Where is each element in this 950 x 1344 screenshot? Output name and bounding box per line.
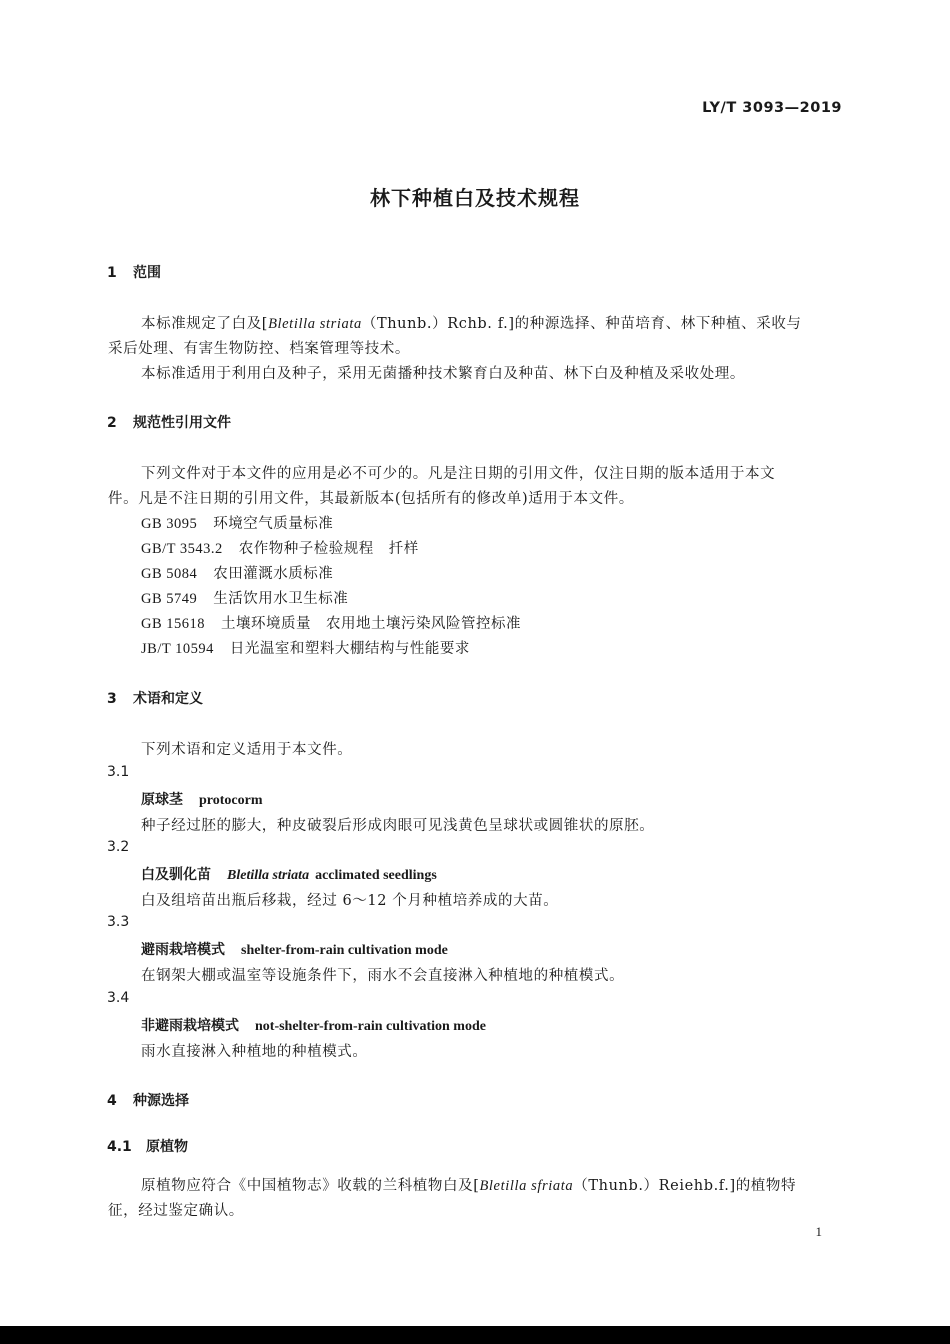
scope-paragraph-line-2: 采后处理、有害生物防控、档案管理等技术。 xyxy=(108,341,410,357)
term-definition: 种子经过胚的膨大，种皮破裂后形成肉眼可见浅黄色呈球状或圆锥状的原胚。 xyxy=(141,818,655,834)
reference-item xyxy=(141,512,333,533)
section-title: 种源选择 xyxy=(133,1093,189,1109)
term-english: protocorm xyxy=(199,793,263,808)
term-entry xyxy=(141,1015,486,1035)
reference-code: GB/T 3543.2 xyxy=(141,541,223,557)
section-number: 4 xyxy=(107,1093,117,1109)
references-intro-line-1: 下列文件对于本文件的应用是必不可少的。凡是注日期的引用文件，仅注日期的版本适用于本文 xyxy=(141,466,776,482)
reference-item xyxy=(141,637,470,658)
reference-name: 土壤环境质量 农用地土壤污染风险管控标准 xyxy=(221,616,522,632)
text-span: 本标准规定了白及[ xyxy=(141,316,269,332)
reference-name: 生活饮用水卫生标准 xyxy=(213,591,349,607)
term-chinese: 原球茎 xyxy=(141,792,183,808)
section-4-heading xyxy=(107,1090,189,1110)
term-definition: 雨水直接淋入种植地的种植模式。 xyxy=(141,1044,368,1060)
section-number: 3 xyxy=(107,691,117,707)
scope-paragraph-line-1 xyxy=(141,312,802,333)
reference-item xyxy=(141,612,521,633)
clause-number: 3.2 xyxy=(107,839,130,855)
latin-name: Bletilla striata xyxy=(268,316,362,332)
section-title: 范围 xyxy=(133,265,161,281)
section-title: 原植物 xyxy=(146,1139,188,1155)
text-span: （Thunb.）Reiehb.f.]的植物特 xyxy=(573,1178,797,1194)
section-3-heading xyxy=(107,688,203,708)
reference-code: GB 5084 xyxy=(141,566,198,582)
reference-name: 农田灌溉水质标准 xyxy=(213,566,334,582)
text-span: 原植物应符合《中国植物志》收载的兰科植物白及[ xyxy=(141,1178,480,1194)
term-english: not-shelter-from-rain cultivation mode xyxy=(255,1019,486,1034)
origin-paragraph-line-1 xyxy=(141,1174,796,1195)
reference-item xyxy=(141,587,348,608)
reference-item xyxy=(141,537,419,558)
section-title: 术语和定义 xyxy=(133,691,203,707)
term-definition: 在钢架大棚或温室等设施条件下，雨水不会直接淋入种植地的种植模式。 xyxy=(141,968,625,984)
term-english: acclimated seedlings xyxy=(315,868,437,883)
reference-name: 农作物种子检验规程 扦样 xyxy=(238,541,419,557)
clause-number: 3.4 xyxy=(107,990,130,1006)
reference-code: GB 15618 xyxy=(141,616,206,632)
section-1-heading xyxy=(107,262,161,282)
section-number: 4.1 xyxy=(107,1139,132,1155)
subsection-4-1-heading xyxy=(107,1136,188,1156)
term-entry xyxy=(141,789,263,809)
page-number: 1 xyxy=(815,1224,822,1239)
term-english: shelter-from-rain cultivation mode xyxy=(241,943,448,958)
section-number: 1 xyxy=(107,265,117,281)
origin-paragraph-line-2: 征，经过鉴定确认。 xyxy=(108,1203,244,1219)
term-chinese: 白及驯化苗 xyxy=(141,867,211,883)
term-chinese: 避雨栽培模式 xyxy=(141,942,225,958)
text-span: （Thunb.）Rchb. f.]的种源选择、种苗培育、林下种植、采收与 xyxy=(361,316,802,332)
term-entry xyxy=(141,939,448,959)
reference-code: JB/T 10594 xyxy=(141,641,214,657)
standard-code: LY/T 3093—2019 xyxy=(702,100,842,116)
section-2-heading xyxy=(107,412,231,432)
terms-intro: 下列术语和定义适用于本文件。 xyxy=(141,742,353,758)
references-intro-line-2: 件。凡是不注日期的引用文件，其最新版本(包括所有的修改单)适用于本文件。 xyxy=(108,491,634,507)
document-title: 林下种植白及技术规程 xyxy=(370,186,580,210)
term-chinese: 非避雨栽培模式 xyxy=(141,1018,239,1034)
term-entry xyxy=(141,864,437,884)
scope-paragraph-2: 本标准适用于利用白及种子，采用无菌播种技术繁育白及种苗、林下白及种植及采收处理。 xyxy=(141,366,745,382)
clause-number: 3.3 xyxy=(107,914,130,930)
reference-name: 日光温室和塑料大棚结构与性能要求 xyxy=(229,641,470,657)
reference-name: 环境空气质量标准 xyxy=(213,516,334,532)
term-latin: Bletilla striata xyxy=(227,868,310,883)
reference-item xyxy=(141,562,333,583)
latin-name: Bletilla sfriata xyxy=(479,1178,574,1194)
term-definition: 白及组培苗出瓶后移栽，经过 6～12 个月种植培养成的大苗。 xyxy=(141,893,559,909)
clause-number: 3.1 xyxy=(107,764,130,780)
reference-code: GB 5749 xyxy=(141,591,198,607)
section-title: 规范性引用文件 xyxy=(133,415,231,431)
section-number: 2 xyxy=(107,415,117,431)
bottom-edge-bar xyxy=(0,1326,950,1344)
reference-code: GB 3095 xyxy=(141,516,198,532)
